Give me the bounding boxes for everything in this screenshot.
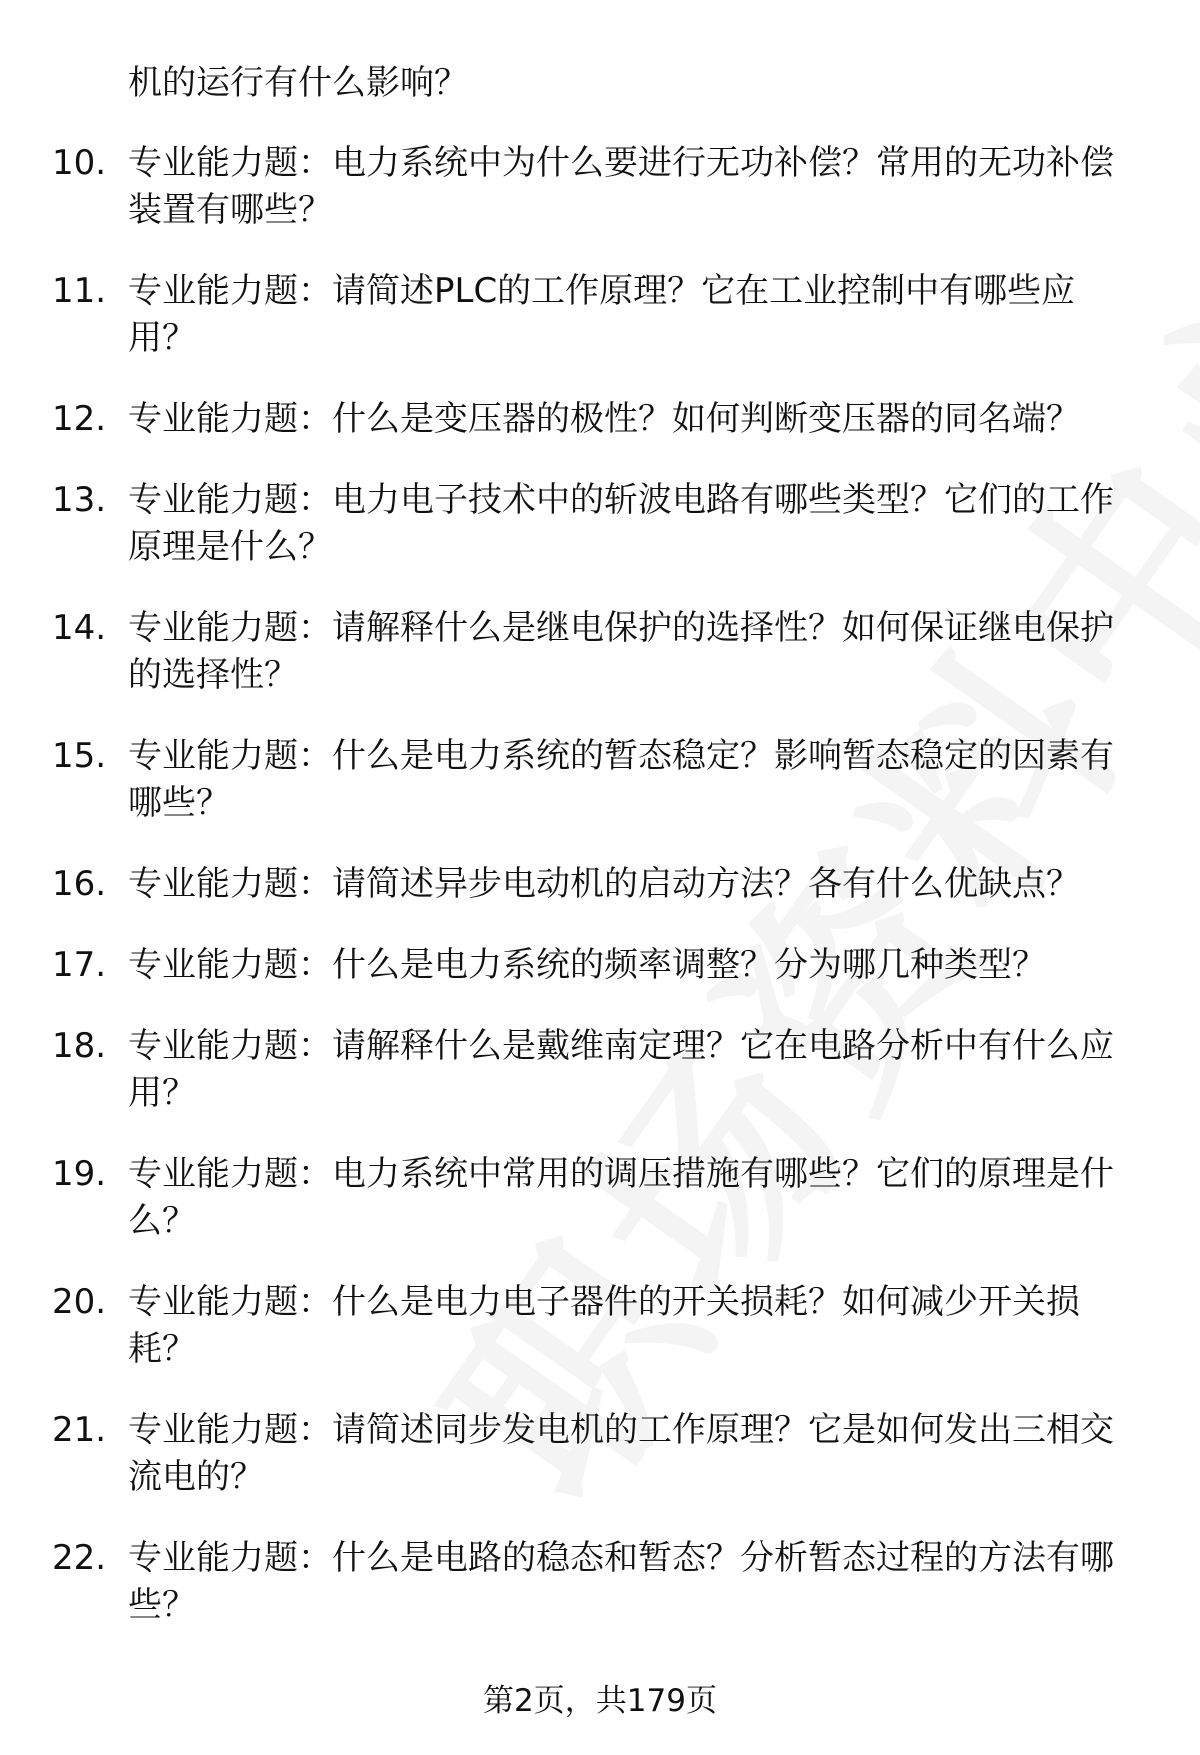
question-text: 专业能力题：什么是电路的稳态和暂态？分析暂态过程的方法有哪些？: [128, 1538, 1114, 1625]
question-number: 16.: [52, 864, 107, 904]
question-number: 13.: [52, 480, 107, 520]
question-text: 专业能力题：请解释什么是戴维南定理？它在电路分析中有什么应用？: [128, 1026, 1114, 1113]
question-number: 14.: [52, 608, 107, 648]
question-item: [0, 268, 1200, 362]
question-number: 15.: [52, 736, 107, 776]
question-text: 专业能力题：请简述异步电动机的启动方法？各有什么优缺点？: [128, 864, 1080, 904]
question-text: 专业能力题：什么是电力电子器件的开关损耗？如何减少开关损耗？: [128, 1282, 1080, 1369]
question-text: 专业能力题：电力电子技术中的斩波电路有哪些类型？它们的工作原理是什么？: [128, 480, 1114, 567]
question-number: 11.: [52, 271, 107, 311]
question-item: [0, 605, 1200, 699]
question-item: [0, 396, 1200, 443]
question-number: 19.: [52, 1154, 107, 1194]
question-item: [0, 1407, 1200, 1501]
question-text: 专业能力题：什么是电力系统的频率调整？分为哪几种类型？: [128, 945, 1046, 985]
question-number: 20.: [52, 1282, 107, 1322]
question-number: 12.: [52, 399, 107, 439]
question-number: 22.: [52, 1538, 107, 1578]
question-item: [0, 140, 1200, 234]
question-list: [0, 140, 1200, 1663]
continuation-text: 机的运行有什么影响？: [128, 63, 468, 103]
question-item: [0, 1535, 1200, 1629]
question-text: 专业能力题：请简述同步发电机的工作原理？它是如何发出三相交流电的？: [128, 1410, 1114, 1497]
question-item: [0, 861, 1200, 908]
question-number: 21.: [52, 1410, 107, 1450]
question-item: [0, 733, 1200, 827]
question-item: [0, 1279, 1200, 1373]
question-text: 专业能力题：电力系统中为什么要进行无功补偿？常用的无功补偿装置有哪些？: [128, 143, 1114, 230]
question-text: 专业能力题：什么是变压器的极性？如何判断变压器的同名端？: [128, 399, 1080, 439]
question-item: [0, 942, 1200, 989]
question-item: [0, 477, 1200, 571]
question-item: [0, 1151, 1200, 1245]
question-text: 专业能力题：请解释什么是继电保护的选择性？如何保证继电保护的选择性？: [128, 608, 1114, 695]
question-item: [0, 1023, 1200, 1117]
question-text: 专业能力题：什么是电力系统的暂态稳定？影响暂态稳定的因素有哪些？: [128, 736, 1114, 823]
question-number: 10.: [52, 143, 107, 183]
question-text: 专业能力题：电力系统中常用的调压措施有哪些？它们的原理是什么？: [128, 1154, 1114, 1241]
page-footer: 第2页，共179页: [483, 1683, 717, 1719]
question-text: 专业能力题：请简述PLC的工作原理？它在工业控制中有哪些应用？: [128, 271, 1076, 358]
question-number: 18.: [52, 1026, 107, 1066]
question-number: 17.: [52, 945, 107, 985]
